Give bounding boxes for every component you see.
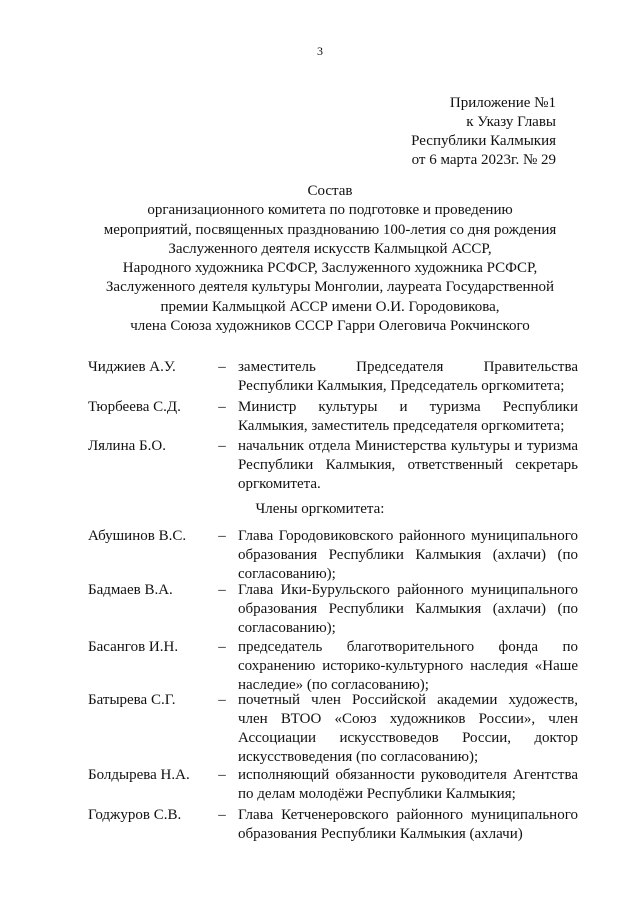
title-heading: Состав	[307, 183, 353, 199]
title-line-3: Заслуженного деятеля искусств Калмыцкой АССР,	[168, 240, 492, 257]
entry-description: Глава Ики-Бурульского районного муниципального образования Республики Калмыкия (ахлачи) (по согласованию);	[238, 582, 578, 636]
entry-name: Батырева С.Г.	[88, 692, 176, 708]
entry-dash: –	[218, 438, 226, 454]
entry-name: Абушинов В.С.	[88, 528, 187, 544]
appendix-line-2: к Указу Главы	[466, 114, 556, 130]
appendix-line-4: от 6 марта 2023г. № 29	[411, 152, 556, 168]
members-heading: Члены оргкомитета:	[255, 501, 385, 517]
entry-name: Басангов И.Н.	[88, 639, 179, 655]
entry-dash: –	[218, 582, 226, 598]
entry-description: заместитель Председателя Правительства Республики Калмыкия, Председатель оргкомитета;	[238, 359, 578, 394]
document-title	[60, 182, 600, 336]
entry-name: Годжуров С.В.	[88, 807, 182, 823]
page-number: 3	[317, 44, 323, 58]
title-line-7: члена Союза художников СССР Гарри Олеговича Рокчинского	[130, 318, 530, 335]
entry-description: начальник отдела Министерства культуры и туризма Республики Калмыкия, ответственный секретарь оргкомитета.	[238, 438, 578, 492]
entry-name: Тюрбеева С.Д.	[88, 399, 181, 415]
entry-dash: –	[218, 692, 226, 708]
entry-description: Министр культуры и туризма Республики Калмыкия, заместитель председателя оргкомитета;	[238, 399, 578, 434]
entry-dash: –	[218, 807, 226, 823]
appendix-line-3: Республики Калмыкия	[411, 133, 556, 149]
entry-description: исполняющий обязанности руководителя Агентства по делам молодёжи Республики Калмыкия;	[238, 767, 578, 802]
title-line-1: организационного комитета по подготовке и проведению	[147, 202, 513, 219]
entry-description: почетный член Российской академии художеств, член ВТОО «Союз художников России», член Ассоциации искусствоведов России, доктор искусствоведения (по согласованию);	[238, 692, 578, 765]
title-line-2: мероприятий, посвященных празднованию 100-летия со дня рождения	[103, 221, 557, 238]
entry-dash: –	[218, 399, 226, 415]
appendix-block	[411, 94, 556, 170]
title-line-6: премии Калмыцкой АССР имени О.И. Городовикова,	[160, 298, 500, 315]
entry-description: председатель благотворительного фонда по сохранению историко-культурного наследия «Наше наследие» (по согласованию);	[238, 639, 578, 693]
entry-name: Чиджиев А.У.	[88, 359, 176, 375]
entry-dash: –	[218, 767, 226, 783]
entry-description: Глава Городовиковского районного муниципального образования Республики Калмыкия (ахлачи) (по согласованию);	[238, 528, 578, 582]
entry-description: Глава Кетченеровского районного муниципального образования Республики Калмыкия (ахлачи)	[238, 807, 578, 842]
entry-dash: –	[218, 359, 226, 375]
entry-dash: –	[218, 639, 226, 655]
appendix-line-1: Приложение №1	[449, 95, 556, 111]
entry-name: Бадмаев В.А.	[88, 582, 173, 598]
title-line-4: Народного художника РСФСР, Заслуженного художника РСФСР,	[122, 260, 538, 277]
entry-name: Болдырева Н.А.	[88, 767, 190, 783]
entry-dash: –	[218, 528, 226, 544]
entry-name: Лялина Б.О.	[88, 438, 166, 454]
title-line-5: Заслуженного деятеля культуры Монголии, лауреата Государственной	[105, 279, 555, 296]
